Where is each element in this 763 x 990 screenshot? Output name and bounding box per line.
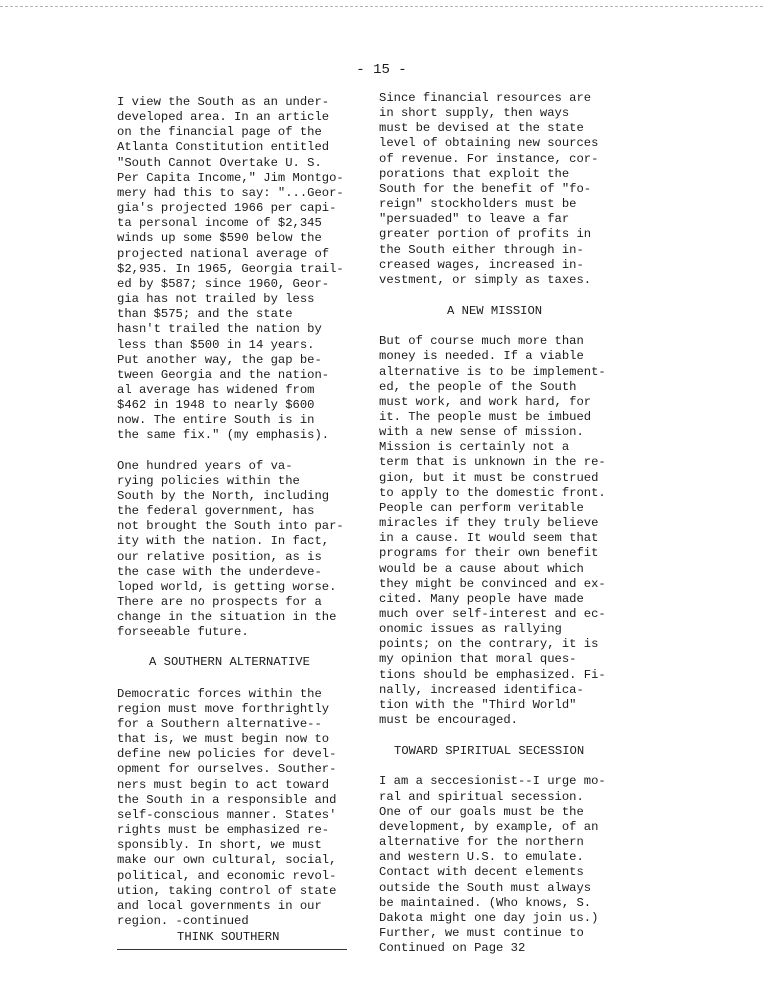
paragraph-financial-resources: Since financial resources are in short supply, then ways must be devised at the state level of obtaining new sources of revenue. For instance, cor- porations that exploit the South for the benefit of "fo- reign" stockholders must be "persuaded" to leave a far greater portion of profits in the South either through in- creased wages, increased in- vestment, or simply as taxes.	[379, 91, 599, 287]
paragraph-more-than-money: But of course much more than money is needed. If a viable alternative is to be implement- ed, the people of the South must work, and work hard, for it. The people must be imbued with a new sense of mission. Mission is certainly not a term that is unknown in the re- gion, but it must be construed to apply to the domestic front. People can perform veritable miracles if they truly believe in a cause. It would seem that programs for their own benefit would be a cause about which they might be convinced and ex- cited. Many people have made much over self-interest and ec- onomic issues as rallying points; on the contrary, it is my opinion that moral ques- tions should be emphasized. Fi- nally, increased identifica- tion with the "Third World" must be encouraged.	[379, 334, 606, 728]
page-number: - 15 -	[356, 62, 407, 78]
paragraph-underdeveloped-area: I view the South as an under- developed area. In an article on the financial page of the Atlanta Constitution entitled "South Cannot Overtake U. S. Per Capita Income," Jim Montgo- mery had this to say: "...Geor- gia's projected 1966 per capi- ta personal income of $2,345 winds up some $590 below the projected national average of $2,935. In 1965, Georgia trail- ed by $587; since 1960, Geor- gia has not trailed by less than $575; and the state hasn't trailed the nation by less than $500 in 14 years. Put another way, the gap be- tween Georgia and the nation- al average has widened from $462 in 1948 to nearly $600 now. The entire South is in the same fix." (my emphasis).	[117, 95, 344, 443]
heading-new-mission: A NEW MISSION	[447, 304, 543, 319]
footer-think-southern: THINK SOUTHERN	[177, 930, 280, 945]
left-column	[117, 95, 347, 950]
paragraph-secessionist: I am a seccesionist--I urge mo- ral and spiritual secession. One of our goals must be the development, by example, of an alternative for the northern and western U.S. to emulate. Contact with decent elements outside the South must always be maintained. (Who knows, S. Dakota might one day join us.) Further, we must continue to Continued on Page 32	[379, 774, 606, 956]
footer-rule	[117, 949, 347, 950]
footer-box	[117, 930, 347, 950]
heading-spiritual-secession: TOWARD SPIRITUAL SECESSION	[394, 744, 585, 759]
heading-southern-alternative: A SOUTHERN ALTERNATIVE	[149, 655, 310, 670]
paragraph-democratic-forces: Democratic forces within the region must move forthrightly for a Southern alternative-- that is, we must begin now to define new policies for devel- opment for ourselves. Souther- ners must begin to act toward the South in a responsible and self-conscious manner. States' rights must be emphasized re- sponsibly. In short, we must make our own cultural, social, political, and economic revol- ution, taking control of state and local governments in our region. -continued	[117, 686, 337, 928]
top-dashed-rule	[0, 6, 763, 7]
right-column	[379, 91, 609, 956]
paragraph-hundred-years: One hundred years of va- rying policies within the South by the North, including the federal government, has not brought the South into par- ity with the nation. In fact, our relative position, as is the case with the underdeve- loped world, is getting worse. There are no prospects for a change in the situation in the forseeable future.	[117, 458, 344, 640]
